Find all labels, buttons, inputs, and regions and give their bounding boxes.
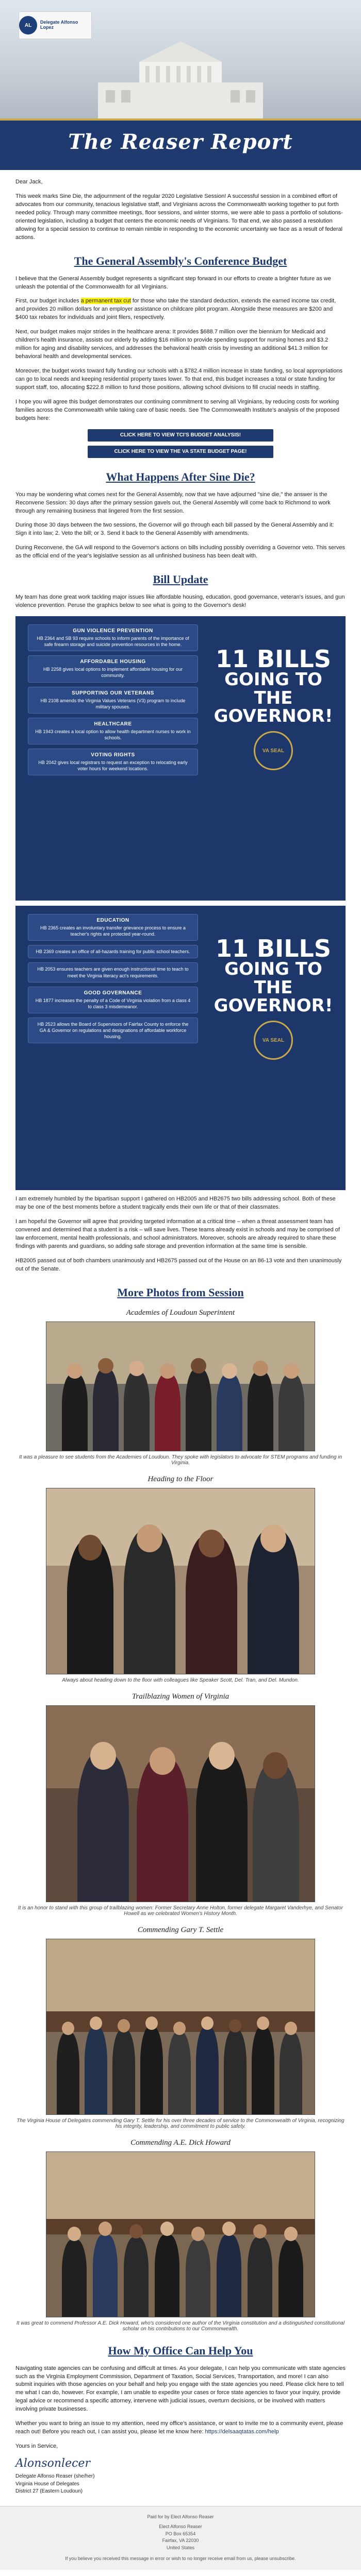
bill-section-text: HB 1943 creates a local option to allow health department nurses to work in schools. [35, 728, 191, 741]
state-seal-icon: VA SEAL [254, 731, 293, 770]
photo-caption: The Virginia House of Delegates commending Gary T. Settle for his over three decades of service to the Commonwealth of Virginia, recognizing his integrity, leadership, and commitment to public safety. [17, 2117, 344, 2129]
photo-caption: Always about heading down to the floor with colleagues like Speaker Scott, Del. Tran, and Del. Mundon. [62, 1677, 299, 1683]
bill-section-text: HB 2365 creates an involuntary transfer grievance process to ensure a teacher's rights are protected year-round. [40, 925, 186, 937]
bill-count-1 [211, 647, 335, 770]
office-heading: How My Office Can Help You [108, 2344, 253, 2357]
bill-section-title: HEALTHCARE [94, 721, 132, 727]
footer-org: Elect Alfonso Reaser [159, 2524, 202, 2529]
bill-section-text: HB 2369 creates an office of all-hazards training for public school teachers. [36, 949, 190, 955]
sign-off: Yours in Service, [15, 2443, 58, 2450]
bill-update-paragraph-3: I am hopeful the Governor will agree that providing targeted information at a critical time – when a threat assessment team has convened and determined that a student is a risk – will save lives. These teams already exist in schools and may be comprised of law enforcement, mental health professionals, and school administrators. Moreover, schools are already required to share these findings with parents and guardians, so adding safe storage and prevention information at the same time is sensible. [15, 1218, 340, 1249]
footer-pobox: PO Box 65354 [165, 2531, 196, 2536]
bill-section [28, 962, 198, 982]
newsletter-title: The Reaser Report [68, 130, 293, 154]
bill-count-2 [211, 937, 335, 1060]
photo-caption: It is an honor to stand with this group of trailblazing women: Former Secretary Anne Holton, former delegate Margaret Vanderhye, and Senator Howell as we celebrated Women's History Month. [18, 1905, 343, 1917]
bill-section-title: EDUCATION [96, 918, 129, 924]
photo-commending-settle [46, 1939, 315, 2115]
bill-section-text: HB 2258 gives local options to implement affordable housing for our community. [43, 667, 183, 679]
budget-paragraph-3: Next, our budget makes major strides in the healthcare arena: It provides $688.7 million over the biennium for Medicaid and children's health insurance, assists our elderly by adding $16 million to provide spending support for nursing homes and $3.2 million for aging and disability services, and addresses the behavioral health crisis by investing an additional $41.3 million for behavioral health and developmental services. [15, 329, 329, 360]
bill-section [28, 945, 198, 958]
photo-title: Commending A.E. Dick Howard [130, 2138, 231, 2147]
photo-group-students [46, 1321, 315, 1451]
office-paragraph-1: Navigating state agencies can be confusing and difficult at times. As your delegate, I can help you communicate with state agencies such as the Virginia Employment Commission, Department of Taxation, Social Services, Transportation, and more! I can also submit inquiries with those agencies on your behalf and help you engage with the state agencies you need. Please click here to tell me what I can do, however. For example, I am unable to expedite your cases or force state agencies to favor your inquiry, provide legal advice or recommend a specific attorney, intervene with judicial issues, overturn decisions, or be involved with matters involving private businesses. [15, 2365, 346, 2413]
bill-section-text: HB 2042 gives local registrars to request an exception to relocating early voter hours for weekend locations. [38, 760, 188, 772]
bill-count-number: 11 BILLS [216, 645, 331, 673]
bill-section [28, 687, 198, 714]
sine-die-paragraph-1: You may be wondering what comes next for the General Assembly, now that we have adjourned "sine die," the answer is the Reconvene Session: 30 days after the primary session gavels out, the General Assembly will come back to Richmond to work through any remaining business that lingered from the first session. [15, 491, 331, 514]
bill-section-text: HB 1877 increases the penalty of a Code of Virginia violation from a class 4 to class 3 misdemeanor. [35, 997, 191, 1009]
photo-title: Commending Gary T. Settle [137, 1925, 224, 1934]
footer [0, 2506, 361, 2570]
bill-count-subtitle: GOING TO THE GOVERNOR! [214, 669, 333, 727]
sine-die-heading: What Happens After Sine Die? [106, 470, 255, 483]
photo-title: Academies of Loudoun Superintent [126, 1308, 235, 1317]
bill-graphic-1 [15, 616, 346, 901]
tci-budget-analysis-button[interactable]: CLICK HERE TO VIEW TCI'S BUDGET ANALYSIS! [88, 429, 273, 442]
unsubscribe-text[interactable]: If you believe you received this message in error or wish to no longer receive email from us, please unsubscribe. [65, 2556, 296, 2561]
signer-name: Delegate Alfonso Reaser (she/her) [15, 2473, 95, 2479]
signer-title: Virginia House of Delegates [15, 2481, 79, 2487]
bill-sections-2 [28, 914, 198, 1043]
bill-update-paragraph-1: My team has done great work tackling major issues like affordable housing, education, good governance, veteran's issues, and gun violence prevention. Peruse the graphics below to see what is going to the Governor's desk! [15, 594, 345, 609]
bill-section [28, 718, 198, 744]
logo[interactable] [19, 11, 92, 39]
budget-paragraph-5: I hope you will agree this budget demonstrates our continuing commitment to serving all Virginians, by reducing costs for working families across the Commonwealth while taking care of basic needs. See The Commonwealth Institute's analysis of the proposed budgets here: [15, 398, 339, 421]
bill-count-subtitle: GOING TO THE GOVERNOR! [214, 959, 333, 1016]
bill-section-title: GUN VIOLENCE PREVENTION [73, 628, 153, 634]
bill-section [28, 1018, 198, 1043]
signer-district: District 27 (Eastern Loudoun) [15, 2488, 83, 2494]
bill-section-text: HB 2108 amends the Virginia Values Veterans (V3) program to include military spouses. [40, 698, 186, 709]
bill-update-paragraph-2: I am extremely humbled by the bipartisan support I gathered on HB2005 and HB2675 two bills addressing school. Both of these may be one of the best moments before a student tragically ends their own life or that of their classmates. [15, 1196, 336, 1210]
bill-section [28, 624, 198, 651]
footer-paid-for: Paid for by Elect Alfonso Reaser [147, 2514, 214, 2519]
bill-section-title: VOTING RIGHTS [91, 752, 135, 758]
bill-section-title: AFFORDABLE HOUSING [80, 659, 146, 665]
bill-section-text: HB 2364 and SB 93 require schools to inform parents of the importance of safe firearm storage and suicide prevention resources in the home. [37, 636, 189, 648]
bill-section [28, 987, 198, 1013]
footer-country: United States [166, 2545, 195, 2550]
photo-floor [46, 1488, 315, 1674]
sine-die-paragraph-2: During those 30 days between the two sessions, the Governor will go through each bill passed by the General Assembly and it: Sign it into law; 2. Veto the bill; or 3. Send it back to the General Assembly with amendments. [15, 522, 334, 537]
photo-commending-howard [46, 2151, 315, 2317]
budget-paragraph-4: Moreover, the budget works toward fully funding our schools with a $782.4 million increase in state funding, so local appropriations can go to local needs and keeping residential property taxes lower. To that end, this budget increases a total or state funding for support staff, too, allocating $222.8 million to fund those positions, allowing school divisions to fill crucial needs in staffing. [15, 368, 343, 391]
photo-title: Heading to the Floor [147, 1475, 214, 1483]
bill-section-title: SUPPORTING OUR VETERANS [72, 690, 154, 696]
logo-mark: AL [19, 16, 37, 35]
bill-section [28, 914, 198, 941]
photo-women [46, 1705, 315, 1902]
main-content [0, 178, 361, 2496]
greeting: Dear Jack, [15, 179, 43, 185]
bill-update-paragraph-4: HB2005 passed out of both chambers unanimously and HB2675 passed out of the House on an 86-13 vote and then unanimously out of the Senate. [15, 1257, 342, 1272]
budget-paragraph-1: I believe that the General Assembly budget represents a significant step forward in our efforts to create a brighter future as we unleash the potential of the Commonwealth for all Virginians. [15, 275, 331, 290]
budget-paragraph-2 [15, 297, 346, 322]
bill-section-text: HB 2053 ensures teachers are given enough instructional time to teach to meet the Virginia literacy act's requirements. [37, 967, 189, 978]
photos-heading: More Photos from Session [117, 1285, 244, 1299]
bill-section [28, 749, 198, 775]
bill-section-text: HB 2523 allows the Board of Supervisors of Fairfax County to enforce the GA & Governor on regulations and designations of affordable workforce housing. [37, 1022, 189, 1040]
highlighted-text: a permanent tax cut [80, 298, 131, 304]
logo-text: Delegate Alfonso Lopez [40, 20, 78, 30]
intro-paragraph: This week marks Sine Die, the adjournment of the regular 2020 Legislative Session! A successful session in a combined effort of advocates from our community, tenacious legislative staff, and Virginians across the Commonwealth working together to put forth needed policy. Through many committee meetings, floor sessions, and winter storms, we were able to pass a portfolio of solutions-oriented legislation, including a budget that centers the economic needs of Virginians. To that end, we also passed a resolution allowing for a special session to continue to remain nimble in responding to the economic uncertainty we face as a result of federal actions. [15, 193, 343, 241]
footer-city: Fairfax, VA 22030 [162, 2538, 199, 2543]
photo-caption: It was great to commend Professor A.E. Dick Howard, who's considered one author of the Virginia constitution and a distinguished constitutional scholar on his contributions to our Commonwealth. [16, 2320, 345, 2332]
sine-die-paragraph-3: During Reconvene, the GA will respond to the Governor's actions on bills including possibly overriding a Governor veto. This serves as the official end of the year's legislative session as all unfinished business has been dealt with. [15, 545, 345, 560]
capitol-building-image [88, 21, 273, 124]
budget-p2-end: for those who take the standard deduction, extends the earned income tax credit, and provides 20 million dollars for an employer assistance on childcare pilot program. Alongside these measures are $200 and $400 tax rebates for individuals and joint filers, respectively. [15, 298, 336, 321]
office-p2-text: Whether you want to bring an issue to my attention, need my office's assistance, or want to invite me to a community event, please reach out! Before you reach out, I can assist you, please let me know here: [15, 2420, 343, 2435]
bill-graphic-2 [15, 906, 346, 1190]
photo-title: Trailblazing Women of Virginia [132, 1692, 229, 1701]
budget-heading: The General Assembly's Conference Budget [74, 254, 287, 267]
va-budget-page-button[interactable]: CLICK HERE TO VIEW THE VA STATE BUDGET PAGE! [88, 446, 273, 458]
bill-sections-1 [28, 624, 198, 775]
bill-section-title: GOOD GOVERNANCE [84, 990, 142, 996]
state-seal-icon: VA SEAL [254, 1021, 293, 1060]
office-paragraph-2 [15, 2420, 346, 2436]
budget-p2-start: First, our budget includes [15, 298, 81, 304]
bill-section [28, 655, 198, 682]
help-link[interactable]: https://delsaaqtatas.com/help [205, 2429, 279, 2435]
bill-count-number: 11 BILLS [216, 935, 331, 963]
header-banner [0, 0, 361, 170]
signature: Alonsonlecer [15, 2457, 90, 2470]
photo-caption: It was a pleasure to see students from the Academies of Loudoun. They spoke with legislators to advocate for STEM programs and funding in Virginia. [19, 1454, 342, 1466]
bill-update-heading: Bill Update [153, 573, 208, 586]
title-banner [0, 118, 361, 170]
